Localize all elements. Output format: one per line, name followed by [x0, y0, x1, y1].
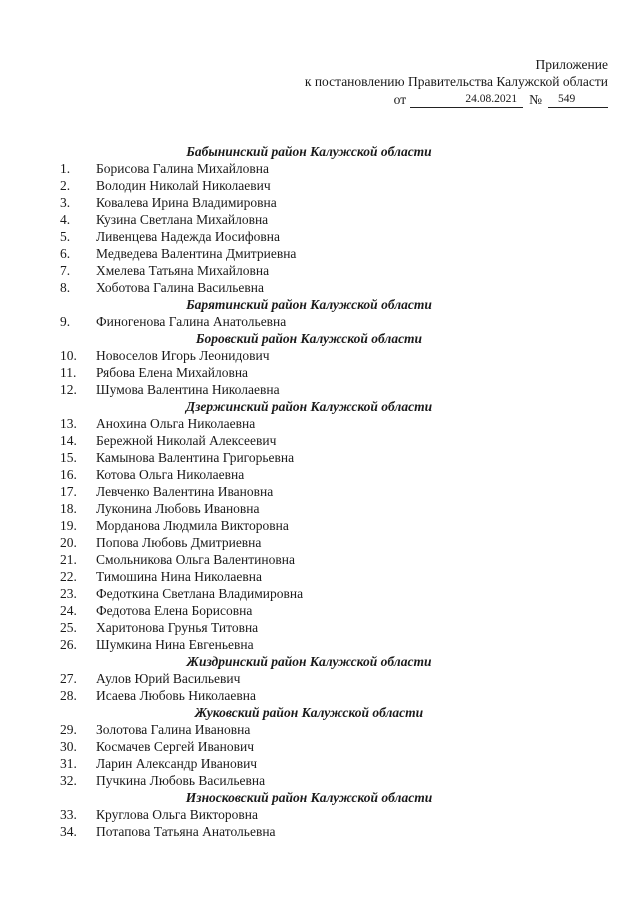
- award-list: [60, 143, 480, 840]
- item-number: 5.: [60, 229, 71, 244]
- list-item: [60, 500, 480, 517]
- person-name: Борисова Галина Михайловна: [96, 161, 270, 176]
- item-number: 9.: [60, 314, 71, 329]
- list-item: [60, 534, 480, 551]
- item-number: 24.: [60, 603, 77, 618]
- list-item: [60, 483, 480, 500]
- list-item: [60, 245, 480, 262]
- person-name: Хмелева Татьяна Михайловна: [96, 263, 270, 278]
- list-item: [60, 721, 480, 738]
- item-number: 25.: [60, 620, 77, 635]
- item-number: 11.: [60, 365, 77, 380]
- list-item: [60, 466, 480, 483]
- item-number: 33.: [60, 807, 77, 822]
- list-item: [60, 602, 480, 619]
- item-number: 8.: [60, 280, 71, 295]
- list-item: [60, 738, 480, 755]
- item-number: 34.: [60, 824, 77, 839]
- list-item: [60, 755, 480, 772]
- person-name: Космачев Сергей Иванович: [96, 739, 255, 754]
- number-blank: [548, 93, 608, 108]
- list-item: [60, 313, 480, 330]
- list-item: [60, 806, 480, 823]
- person-name: Ларин Александр Иванович: [96, 756, 258, 771]
- appendix-title: Приложение: [535, 57, 608, 72]
- list-item: [60, 228, 480, 245]
- person-name: Федоткина Светлана Владимировна: [96, 586, 304, 601]
- item-number: 32.: [60, 773, 77, 788]
- district-heading: Барятинский район Калужской области: [186, 297, 432, 312]
- list-item: [60, 364, 480, 381]
- list-item: [60, 585, 480, 602]
- person-name: Смольникова Ольга Валентиновна: [96, 552, 295, 567]
- person-name: Аулов Юрий Васильевич: [96, 671, 241, 686]
- list-item: [60, 347, 480, 364]
- person-name: Ливенцева Надежда Иосифовна: [96, 229, 280, 244]
- list-item: [60, 432, 480, 449]
- person-name: Хоботова Галина Васильевна: [96, 280, 264, 295]
- resolution-date-number: [305, 90, 608, 108]
- person-name: Шумова Валентина Николаевна: [96, 382, 280, 397]
- person-name: Морданова Людмила Викторовна: [96, 518, 289, 533]
- item-number: 6.: [60, 246, 71, 261]
- item-number: 31.: [60, 756, 77, 771]
- person-name: Луконина Любовь Ивановна: [96, 501, 260, 516]
- list-item: [60, 568, 480, 585]
- item-number: 26.: [60, 637, 77, 652]
- list-item: [60, 687, 480, 704]
- item-number: 17.: [60, 484, 77, 499]
- list-item: [60, 823, 480, 840]
- item-number: 2.: [60, 178, 71, 193]
- item-number: 14.: [60, 433, 77, 448]
- item-number: 15.: [60, 450, 77, 465]
- district-heading: Износковский район Калужской области: [185, 790, 433, 805]
- district-heading: Дзержинский район Калужской области: [185, 399, 433, 414]
- list-item: [60, 279, 480, 296]
- person-name: Кузина Светлана Михайловна: [96, 212, 269, 227]
- person-name: Медведева Валентина Дмитриевна: [96, 246, 297, 261]
- district-heading: Жуковский район Калужской области: [194, 705, 424, 720]
- list-item: [60, 381, 480, 398]
- resolution-reference: к постановлению Правительства Калужской области: [304, 74, 608, 89]
- item-number: 7.: [60, 263, 71, 278]
- list-item: [60, 194, 480, 211]
- list-item: [60, 449, 480, 466]
- item-number: 20.: [60, 535, 77, 550]
- item-number: 23.: [60, 586, 77, 601]
- person-name: Камынова Валентина Григорьевна: [96, 450, 295, 465]
- list-item: [60, 517, 480, 534]
- item-number: 10.: [60, 348, 77, 363]
- item-number: 28.: [60, 688, 77, 703]
- number-sign: №: [529, 92, 542, 107]
- item-number: 18.: [60, 501, 77, 516]
- list-item: [60, 670, 480, 687]
- person-name: Котова Ольга Николаевна: [96, 467, 245, 482]
- person-name: Круглова Ольга Викторовна: [96, 807, 258, 822]
- person-name: Исаева Любовь Николаевна: [96, 688, 256, 703]
- list-item: [60, 262, 480, 279]
- list-item: [60, 772, 480, 789]
- item-number: 29.: [60, 722, 77, 737]
- resolution-date: 24.08.2021: [465, 93, 518, 105]
- item-number: 1.: [60, 161, 71, 176]
- district-heading: Бабынинский район Калужской области: [186, 144, 432, 159]
- item-number: 19.: [60, 518, 77, 533]
- item-number: 13.: [60, 416, 77, 431]
- list-item: [60, 551, 480, 568]
- person-name: Ковалева Ирина Владимировна: [96, 195, 277, 210]
- person-name: Рябова Елена Михайловна: [96, 365, 249, 380]
- item-number: 30.: [60, 739, 77, 754]
- list-item: [60, 636, 480, 653]
- person-name: Новоселов Игорь Леонидович: [96, 348, 270, 363]
- item-number: 16.: [60, 467, 77, 482]
- item-number: 21.: [60, 552, 77, 567]
- item-number: 3.: [60, 195, 71, 210]
- person-name: Бережной Николай Алексеевич: [96, 433, 277, 448]
- appendix-header: [305, 56, 608, 108]
- item-number: 12.: [60, 382, 77, 397]
- person-name: Шумкина Нина Евгеньевна: [96, 637, 254, 652]
- resolution-number: 549: [558, 93, 576, 105]
- person-name: Федотова Елена Борисовна: [96, 603, 253, 618]
- person-name: Харитонова Грунья Титовна: [96, 620, 259, 635]
- person-name: Пучкина Любовь Васильевна: [96, 773, 266, 788]
- list-item: [60, 160, 480, 177]
- person-name: Анохина Ольга Николаевна: [96, 416, 256, 431]
- item-number: 27.: [60, 671, 77, 686]
- list-item: [60, 415, 480, 432]
- list-item: [60, 211, 480, 228]
- person-name: Потапова Татьяна Анатольевна: [96, 824, 276, 839]
- item-number: 22.: [60, 569, 77, 584]
- person-name: Тимошина Нина Николаевна: [96, 569, 262, 584]
- date-blank: [410, 93, 523, 108]
- person-name: Золотова Галина Ивановна: [96, 722, 251, 737]
- person-name: Финогенова Галина Анатольевна: [96, 314, 287, 329]
- district-heading: Жиздринский район Калужской области: [186, 654, 432, 669]
- list-item: [60, 619, 480, 636]
- person-name: Попова Любовь Дмитриевна: [96, 535, 262, 550]
- list-item: [60, 177, 480, 194]
- person-name: Володин Николай Николаевич: [96, 178, 271, 193]
- person-name: Левченко Валентина Ивановна: [96, 484, 274, 499]
- district-heading: Боровский район Калужской области: [195, 331, 423, 346]
- from-label: от: [393, 92, 407, 107]
- item-number: 4.: [60, 212, 71, 227]
